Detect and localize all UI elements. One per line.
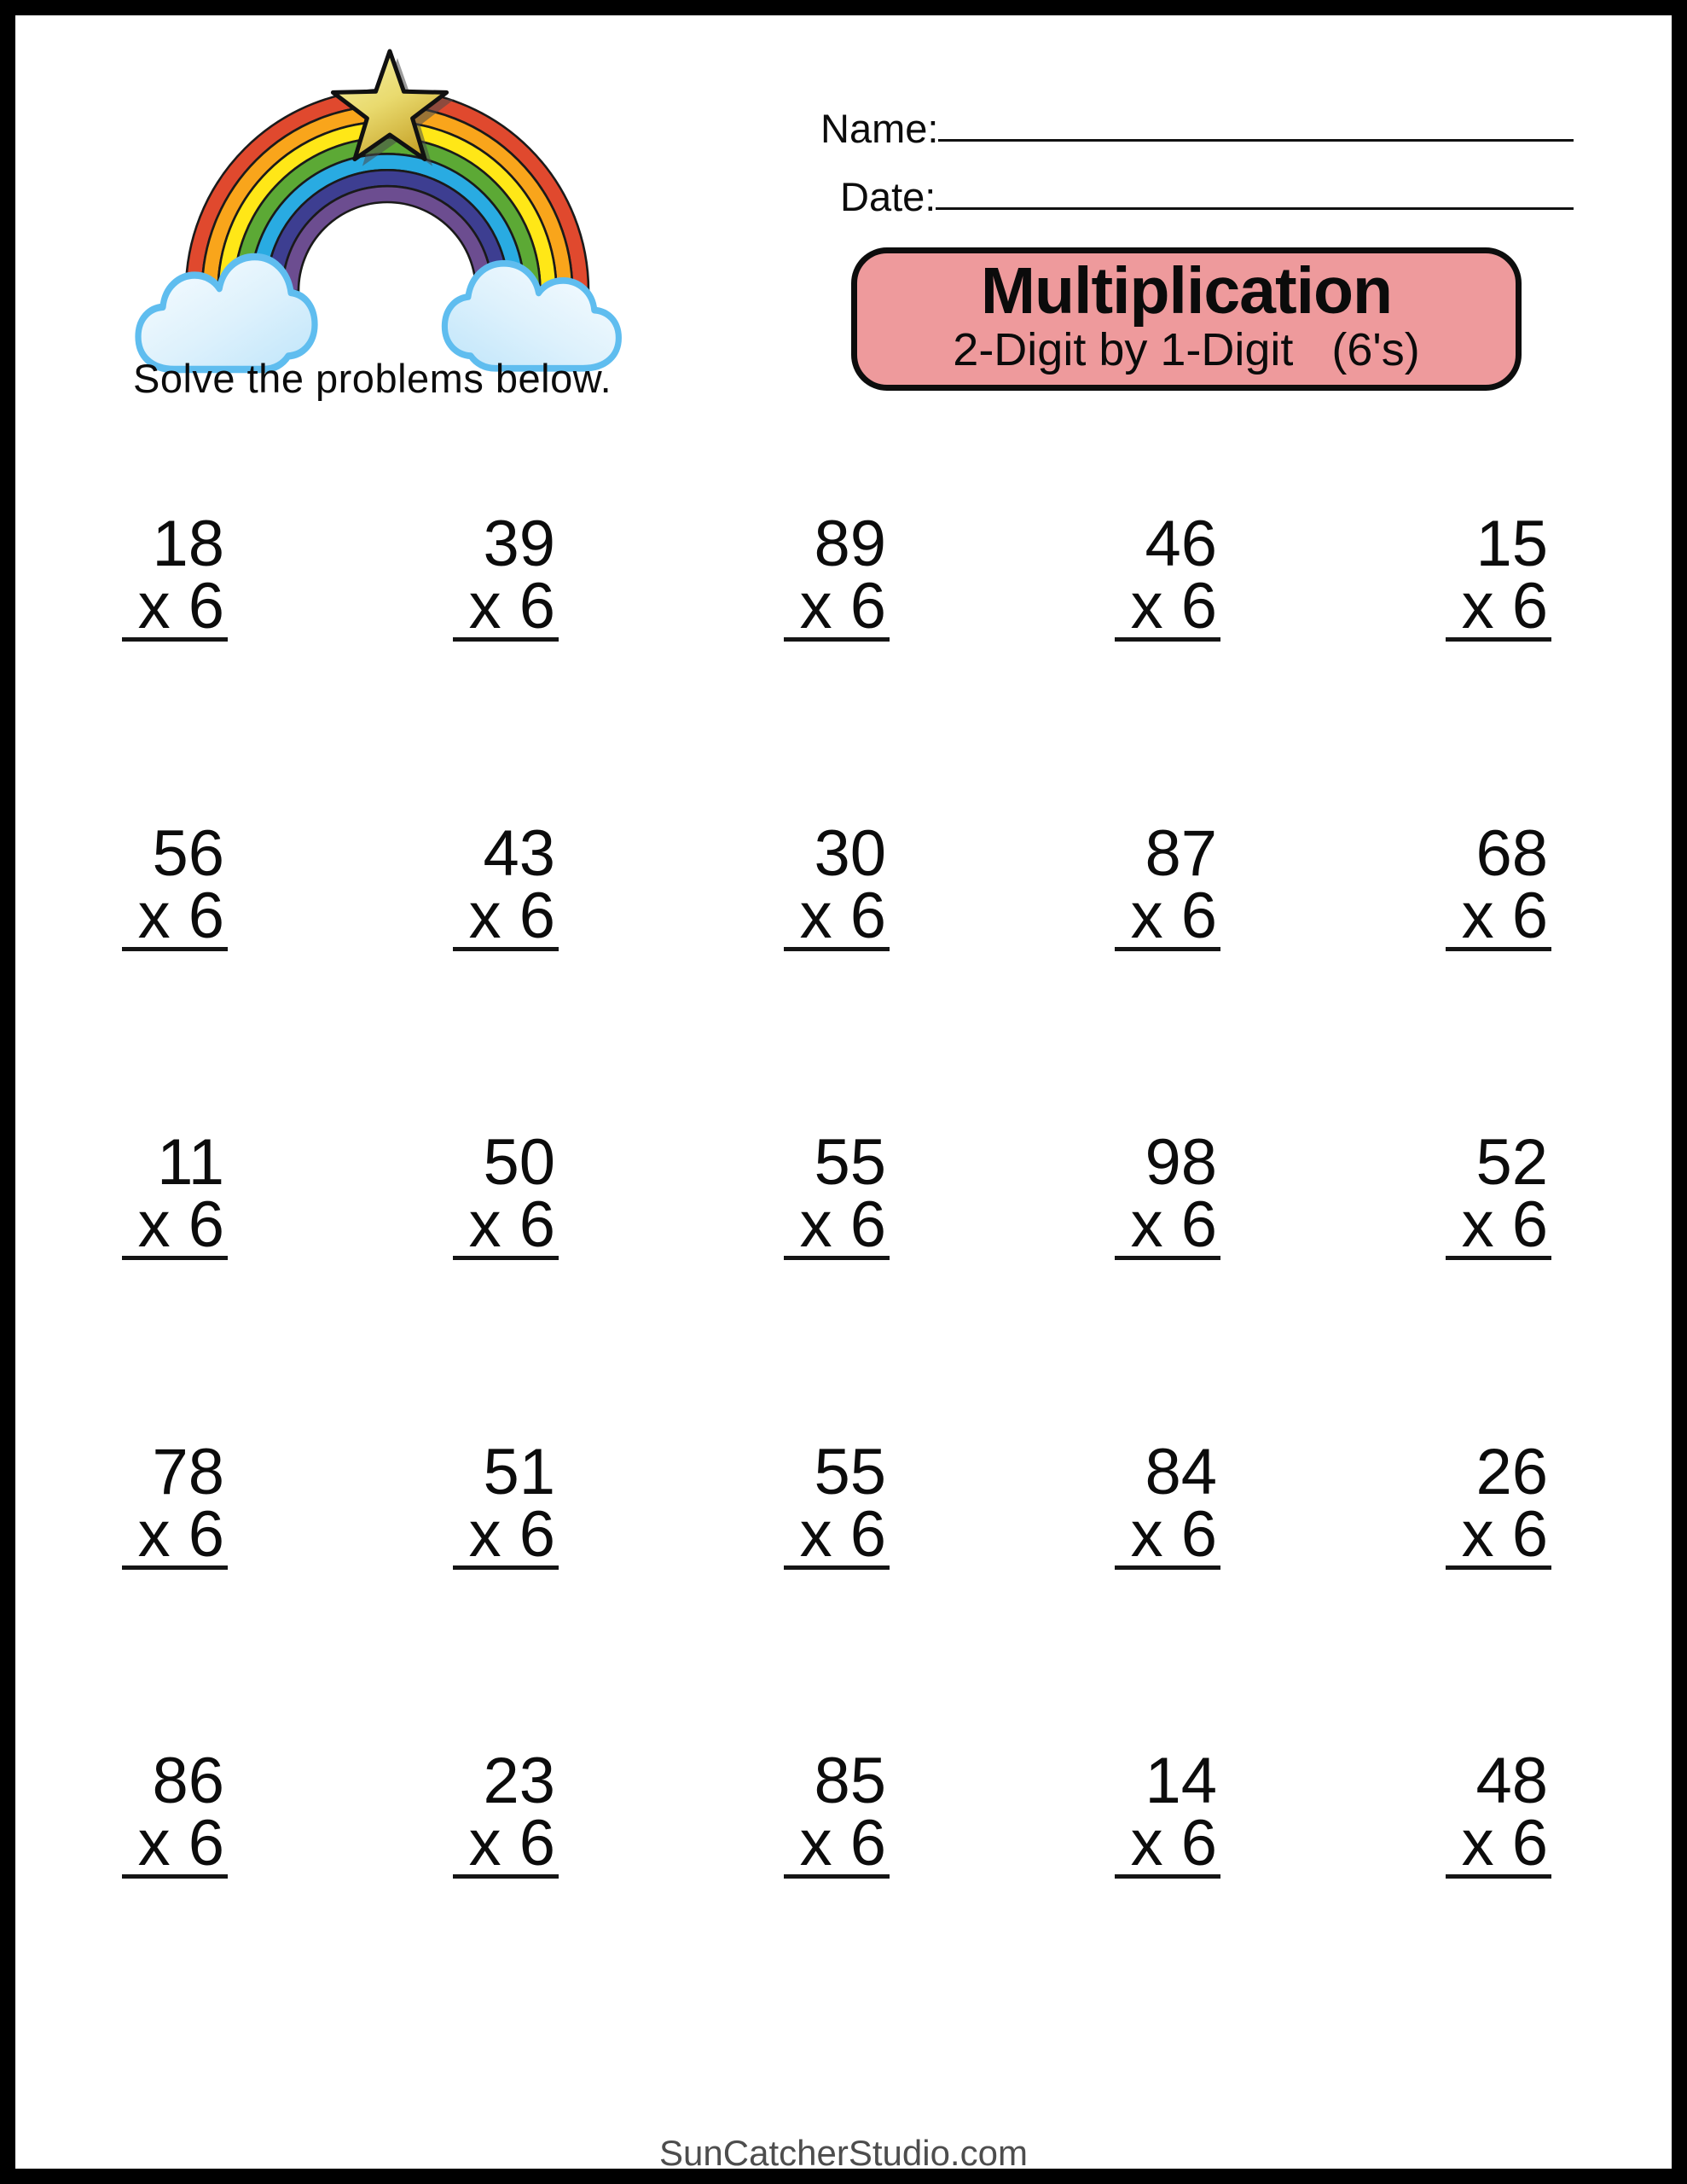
multiplicand: 18 <box>152 508 224 580</box>
multiplier-row: x 6 <box>468 1188 555 1261</box>
multiplication-problem <box>784 1745 890 1879</box>
title-box <box>851 247 1522 391</box>
page-subtitle: 2-Digit by 1-Digit (6's) <box>953 324 1420 375</box>
multiplication-problem <box>122 1435 228 1571</box>
multiplication-problem <box>453 1435 559 1571</box>
multiplication-problem <box>784 1126 890 1261</box>
multiplicand: 78 <box>152 1435 224 1508</box>
multiplier-row: x 6 <box>468 1807 555 1879</box>
multiplication-problem <box>122 1745 228 1879</box>
multiplication-problem <box>1115 508 1220 642</box>
multiplication-problem <box>453 1745 559 1879</box>
multiplication-problem <box>453 508 559 642</box>
multiplication-problem <box>1115 816 1220 952</box>
multiplier-row: x 6 <box>137 879 224 952</box>
multiplicand: 26 <box>1475 1435 1548 1508</box>
multiplicand: 50 <box>483 1126 555 1199</box>
multiplication-problem <box>453 816 559 952</box>
multiplier-row: x 6 <box>1130 1497 1217 1571</box>
multiplication-problem <box>784 1435 890 1571</box>
multiplier-row: x 6 <box>1130 1188 1217 1261</box>
instruction-text: Solve the problems below. <box>133 356 612 401</box>
multiplier-row: x 6 <box>468 879 555 952</box>
multiplication-problem <box>122 1126 228 1261</box>
multiplicand: 43 <box>483 816 555 890</box>
multiplication-problem <box>453 1126 559 1261</box>
multiplier-row: x 6 <box>1461 1188 1548 1261</box>
multiplication-problem <box>784 816 890 952</box>
date-label: Date: <box>840 174 936 219</box>
multiplier-row: x 6 <box>1130 570 1217 642</box>
multiplicand: 89 <box>814 508 886 580</box>
multiplication-problem <box>122 508 228 642</box>
multiplicand: 39 <box>483 508 555 580</box>
multiplier-row: x 6 <box>468 570 555 642</box>
multiplier-row: x 6 <box>799 1807 886 1879</box>
multiplier-row: x 6 <box>137 1188 224 1261</box>
multiplicand: 55 <box>814 1435 886 1508</box>
multiplication-problem <box>1446 1126 1551 1261</box>
multiplier-row: x 6 <box>137 570 224 642</box>
multiplier-row: x 6 <box>1461 879 1548 952</box>
multiplicand: 68 <box>1475 816 1548 890</box>
name-label: Name: <box>820 106 939 151</box>
multiplicand: 30 <box>814 816 886 890</box>
multiplication-problem <box>1446 508 1551 642</box>
multiplication-problem <box>1446 1435 1551 1571</box>
multiplier-row: x 6 <box>1130 879 1217 952</box>
multiplier-row: x 6 <box>1461 1497 1548 1571</box>
multiplication-problem <box>784 508 890 642</box>
multiplier-row: x 6 <box>1461 1807 1548 1879</box>
multiplication-problem <box>1446 816 1551 952</box>
footer-site-text: SunCatcherStudio.com <box>659 2133 1028 2173</box>
multiplier-row: x 6 <box>1461 570 1548 642</box>
multiplication-problem <box>1446 1745 1551 1879</box>
multiplication-problem <box>1115 1435 1220 1571</box>
multiplicand: 86 <box>152 1745 224 1817</box>
multiplier-row: x 6 <box>1130 1807 1217 1879</box>
multiplicand: 87 <box>1145 816 1217 890</box>
multiplier-row: x 6 <box>799 570 886 642</box>
multiplicand: 85 <box>814 1745 886 1817</box>
multiplicand: 56 <box>152 816 224 890</box>
multiplier-row: x 6 <box>799 1497 886 1571</box>
multiplicand: 11 <box>157 1126 224 1199</box>
multiplicand: 46 <box>1145 508 1217 580</box>
multiplicand: 14 <box>1145 1745 1217 1817</box>
multiplication-problem <box>122 816 228 952</box>
multiplicand: 52 <box>1475 1126 1548 1199</box>
page-title: Multiplication <box>980 254 1393 328</box>
multiplication-problem <box>1115 1126 1220 1261</box>
multiplicand: 84 <box>1145 1435 1217 1508</box>
multiplier-row: x 6 <box>468 1497 555 1571</box>
multiplication-problem <box>1115 1745 1220 1879</box>
multiplicand: 48 <box>1475 1745 1548 1817</box>
multiplicand: 51 <box>483 1435 555 1508</box>
multiplicand: 98 <box>1145 1126 1217 1199</box>
multiplier-row: x 6 <box>799 1188 886 1261</box>
multiplicand: 23 <box>483 1745 555 1817</box>
multiplier-row: x 6 <box>137 1497 224 1571</box>
multiplier-row: x 6 <box>137 1807 224 1879</box>
multiplicand: 15 <box>1475 508 1548 580</box>
multiplicand: 55 <box>814 1126 886 1199</box>
multiplier-row: x 6 <box>799 879 886 952</box>
